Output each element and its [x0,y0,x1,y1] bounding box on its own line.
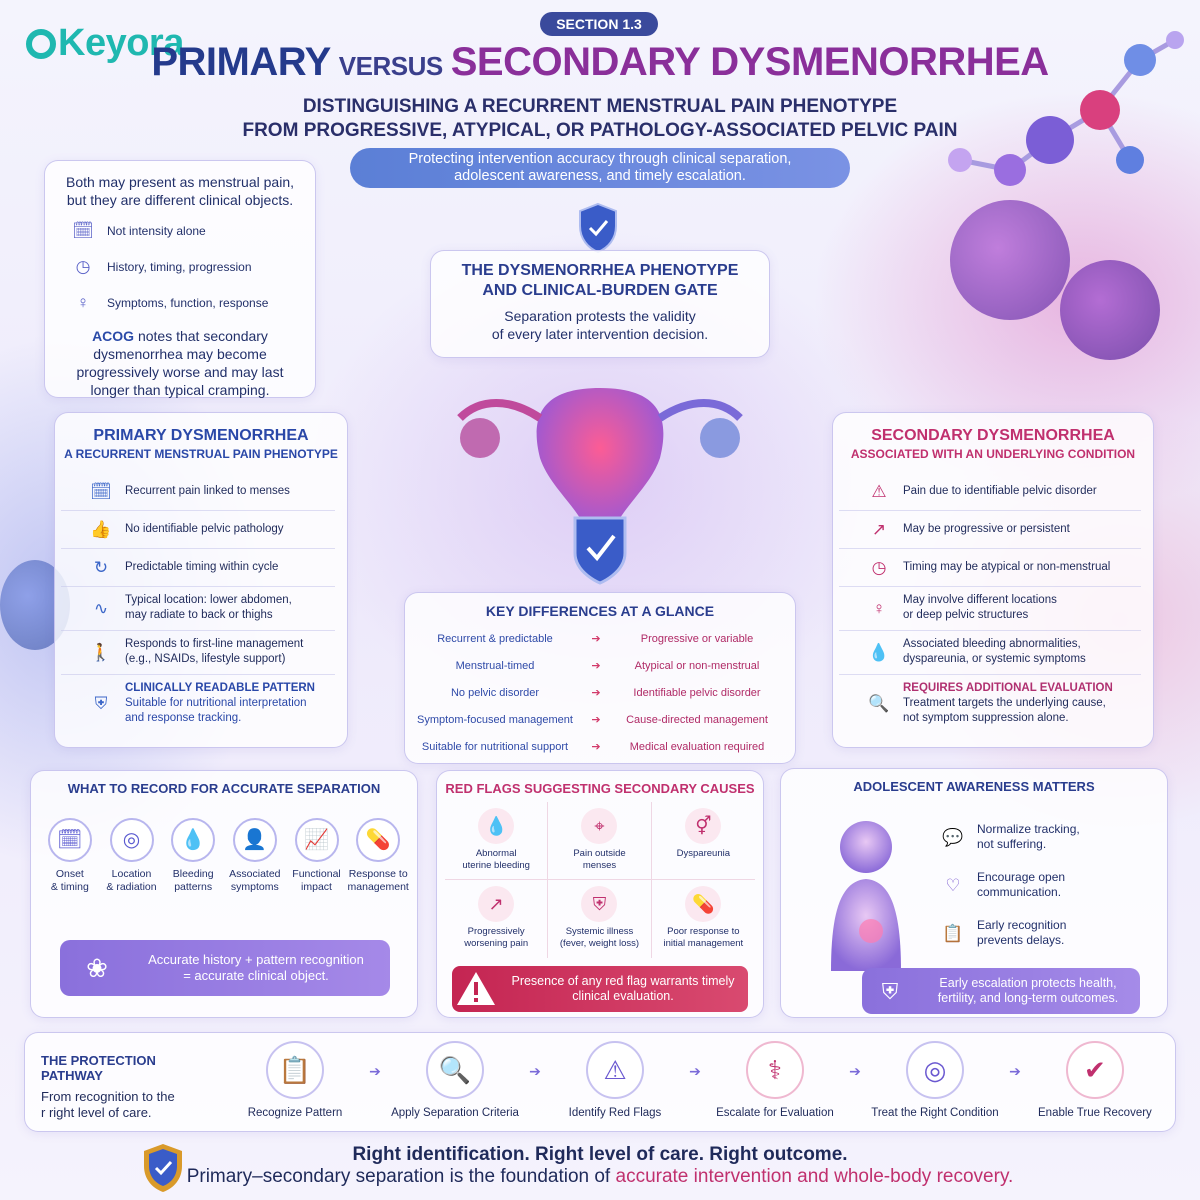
red-flag-item: ⌖ Pain outside menses [548,802,651,880]
trend-up-icon: ↗ [871,519,887,539]
section-badge: SECTION 1.3 [540,12,658,36]
key-differences-card: KEY DIFFERENCES AT A GLANCE Recurrent & predictable ➔ Progressive or variable Menstrual-timed ➔ Atypical or non-menstrual No pelvic disorder ➔ Identifiable pelvic disorder Symptom-focused management ➔ Cause-directed management Suitable for nutritional support ➔ Medical evaluation required [404,592,796,764]
target-icon: ◎ [906,1041,964,1099]
adolescent-card: ADOLESCENT AWARENESS MATTERS 💬 Normalize tracking, not suffering. ♡ Encourage open communication. 📋 Early recognition prevents delays. [780,768,1168,1018]
red-flags-card: RED FLAGS SUGGESTING SECONDARY CAUSES 💧 Abnormal uterine bleeding ⌖ Pain outside menses ⚥ Dyspareunia ↗ Progressively worsening pain ⛨ Systemic illness (fever, weight loss) 💊 Poor response to initial management [436,770,764,1018]
hands-heart-icon: ♡ [945,875,961,895]
record-item: 💊 Response to management [347,818,409,894]
pathway-step: 📋 Recognize Pattern [225,1041,365,1119]
cell-cluster-decoration [1060,260,1160,360]
list-item: 🚶 Responds to first-line management (e.g., NSAIDs, lifestyle support) [61,631,335,675]
highlight-item: 🔍 REQUIRES ADDITIONAL EVALUATION Treatment targets the underlying cause, not symptom suppression alone. [868,682,1113,724]
list-item: ⚠ Pain due to identifiable pelvic disorder [839,473,1141,511]
arrow-right-icon: ➔ [591,660,601,672]
arrow-right-icon: ➔ [689,1063,701,1079]
red-flag-item: 💊 Poor response to initial management [652,880,755,958]
pathway-step: ⚠ Identify Red Flags [545,1041,685,1119]
brand-name: Keyora [58,22,184,64]
adolescent-banner: ⛨ Early escalation protects health, fertility, and long-term outcomes. [862,968,1140,1014]
red-flag-item: ⛨ Systemic illness (fever, weight loss) [548,880,651,958]
gate-card: THE DYSMENORRHEA PHENOTYPE AND CLINICAL-BURDEN GATE Separation protests the validity of every later intervention decision. [430,250,770,358]
uterus-illustration [440,368,760,608]
target-icon: ◎ [110,818,154,862]
shield-icon: ⛨ [881,978,899,1004]
record-item: 🗓 Onset & timing [39,818,101,894]
arrow-right-icon: ➔ [369,1063,381,1079]
arrow-right-icon: ➔ [591,687,601,699]
adolescent-item: 💬 Normalize tracking, not suffering. [942,822,1080,851]
comparison-row: Symptom-focused management ➔ Cause-directed management [417,713,768,726]
list-item: 🗓 Recurrent pain linked to menses [61,473,335,511]
adolescent-illustration [801,811,931,971]
chat-icon: 💬 [942,827,964,847]
arrow-right-icon: ➔ [591,633,601,645]
pathway-step: ⚕ Escalate for Evaluation [705,1041,845,1119]
walking-icon: 🚶 [90,642,112,662]
secondary-dysmenorrhea-card: SECONDARY DYSMENORRHEA ASSOCIATED WITH AN UNDERLYING CONDITION ⚠ Pain due to identifiable pelvic disorder ↗ May be progressive or persistent ◷ Timing may be atypical or non-menstrual ♀ May involve different locations or deep pelvic structures 💧 Associated bleeding abnormalities, dyspareunia, or systemic symptoms 🔍 REQUIRES ADDITIONAL EVALUATION Treatment targets the underlying cause, not symptom suppression alone. [832,412,1154,748]
highlight-item: ⛨ CLINICALLY READABLE PATTERN Suitable for nutritional interpretation and response tracking. [61,675,335,733]
arrow-right-icon: ➔ [849,1063,861,1079]
intro-item: ♀ Symptoms, function, response [71,291,315,315]
drops-icon: 💧 [478,808,514,844]
list-item: 👍 No identifiable pelvic pathology [61,511,335,549]
pill-icon: 💊 [356,818,400,862]
list-item: ↗ May be progressive or persistent [839,511,1141,549]
list-item: ◷ Timing may be atypical or non-menstrual [839,549,1141,587]
record-card: WHAT TO RECORD FOR ACCURATE SEPARATION 🗓 Onset & timing ◎ Location & radiation 💧 Bleeding patterns 👤 Associated symptoms 📈 Functional impact 💊 Response to management [30,770,418,1018]
warning-icon [454,969,498,1009]
chart-icon: 📈 [295,818,339,862]
stethoscope-icon: ⚕ [746,1041,804,1099]
pathway-step: 🔍 Apply Separation Criteria [385,1041,525,1119]
comparison-row: Suitable for nutritional support ➔ Medical evaluation required [421,740,765,753]
crosshair-icon: ⌖ [581,808,617,844]
list-item: ↻ Predictable timing within cycle [61,549,335,587]
brain-icon: ❀ [86,953,108,983]
shield-icon: ⛨ [94,694,108,713]
cycle-icon: ↻ [93,557,109,577]
tagline-pill: Protecting intervention accuracy through clinical separation, adolescent awareness, and timely escalation. [350,148,850,188]
protection-pathway: THE PROTECTION PATHWAY From recognition to the r right level of care. 📋 Recognize Pattern ➔ 🔍 Apply Separation Criteria ➔ ⚠ Identify Red Flags ➔ ⚕ Escalate for Evaluation ➔ ◎ Treat the Right Condition ➔ ✔ Enable True Recovery [24,1032,1176,1132]
record-banner: ❀ Accurate history + pattern recognition = accurate clinical object. [60,940,390,996]
record-item: ◎ Location & radiation [101,818,163,894]
comparison-row: Menstrual-timed ➔ Atypical or non-menstrual [455,659,760,672]
cell-cluster-decoration [950,200,1070,320]
list-item: 💧 Associated bleeding abnormalities, dyspareunia, or systemic symptoms [839,631,1141,675]
clipboard-icon: 📋 [266,1041,324,1099]
record-item: 💧 Bleeding patterns [162,818,224,894]
arrow-right-icon: ➔ [591,741,601,753]
calendar-icon: 🗓 [72,221,94,240]
arrow-right-icon: ➔ [529,1063,541,1079]
red-flag-banner: Presence of any red flag warrants timely clinical evaluation. [452,966,748,1012]
key-icon [26,29,56,59]
record-item: 📈 Functional impact [286,818,348,894]
thumbs-up-icon: 👍 [90,519,112,539]
drop-icon: 💧 [171,818,215,862]
magnifier-icon: 🔍 [868,694,890,713]
shield-check-icon: ✔ [1066,1041,1124,1099]
shield-warning-icon: ⚠ [586,1041,644,1099]
person-icon: 👤 [233,818,277,862]
pulse-icon: ∿ [93,598,109,618]
acog-note: ACOG notes that secondary dysmenorrhea may become progressively worse and may last longer than typical cramping. [76,328,284,398]
warning-icon: ⚠ [871,481,887,501]
comparison-row: No pelvic disorder ➔ Identifiable pelvic disorder [450,686,761,699]
magnifier-icon: 🔍 [426,1041,484,1099]
trend-up-icon: ↗ [478,886,514,922]
clock-icon: ◷ [871,557,887,577]
page-title: PRIMARY VERSUS SECONDARY DYSMENORRHEA [151,40,1049,84]
intro-item: 🗓 Not intensity alone [71,219,315,243]
adolescent-item: 📋 Early recognition prevents delays. [942,918,1067,947]
list-item: ∿ Typical location: lower abdomen, may radiate to back or thighs [61,587,335,631]
body-icon: ♀ [76,293,90,312]
intro-card: Both may present as menstrual pain, but they are different clinical objects. 🗓 Not intensity alone ◷ History, timing, progression ♀ Symptoms, function, response ACOG notes that secondary dysmenorrhea may become progressively worse and may last longer than typical cramping. [44,160,316,398]
drop-icon: 💧 [868,642,890,662]
shield-icon [576,202,620,254]
record-item: 👤 Associated symptoms [224,818,286,894]
pills-icon: 💊 [685,886,721,922]
page-subtitle: DISTINGUISHING A RECURRENT MENSTRUAL PAIN PHENOTYPE FROM PROGRESSIVE, ATYPICAL, OR PATHOLOGY-ASSOCIATED PELVIC PAIN [242,96,958,141]
gender-icon: ⚥ [685,808,721,844]
arrow-right-icon: ➔ [591,714,601,726]
arrow-right-icon: ➔ [1009,1063,1021,1079]
red-flag-item: ⚥ Dyspareunia [652,802,755,880]
pathway-step: ✔ Enable True Recovery [1025,1041,1165,1119]
shield-icon: ⛨ [581,886,617,922]
calendar-icon: 🗓 [48,818,92,862]
red-flag-item: 💧 Abnormal uterine bleeding [445,802,548,880]
comparison-row: Recurrent & predictable ➔ Progressive or variable [437,632,754,645]
clock-icon: ◷ [75,257,91,276]
pathway-step: ◎ Treat the Right Condition [865,1041,1005,1119]
adolescent-item: ♡ Encourage open communication. [941,870,1167,900]
list-item: ♀ May involve different locations or deep pelvic structures [839,587,1141,631]
clipboard-icon: 📋 [942,923,964,943]
footer-tagline: Right identification. Right level of care. Right outcome. [352,1144,848,1165]
red-flag-item: ↗ Progressively worsening pain [445,880,548,958]
uterus-icon: ♀ [872,598,886,618]
footer-statement: Primary–secondary separation is the foundation of accurate intervention and whole-body recovery. [186,1166,1014,1187]
intro-item: ◷ History, timing, progression [71,255,315,279]
calendar-icon: 🗓 [90,481,112,501]
primary-dysmenorrhea-card: PRIMARY DYSMENORRHEA A RECURRENT MENSTRUAL PAIN PHENOTYPE 🗓 Recurrent pain linked to menses 👍 No identifiable pelvic pathology ↻ Predictable timing within cycle ∿ Typical location: lower abdomen, may radiate to back or thighs 🚶 Responds to first-line management (e.g., NSAIDs, lifestyle support) ⛨ CLINICALLY READABLE PATTERN Suitable for nutritional interpretation and response tracking. [54,412,348,748]
